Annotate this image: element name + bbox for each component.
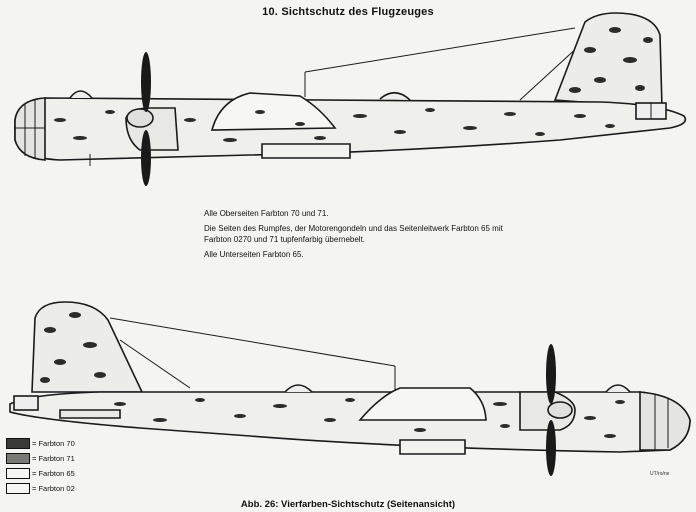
aircraft-side-view-bottom [10, 302, 690, 476]
legend-item [6, 466, 75, 481]
description-line: Alle Unterseiten Farbton 65. [204, 250, 304, 259]
description-line: Alle Oberseiten Farbton 70 und 71. [204, 209, 329, 218]
legend-label: = Farbton 65 [32, 469, 75, 478]
legend-item [6, 436, 75, 451]
figure-caption: Abb. 26: Vierfarben-Sichtschutz (Seitenansicht) [240, 499, 456, 510]
legend-swatch [6, 453, 30, 464]
description-line: Die Seiten des Rumpfes, der Motorengondeln und das Seitenleitwerk Farbton 65 mit Farbton 0270 und 71 tupfenfarbig übernebelt. [204, 224, 503, 244]
color-legend [6, 436, 75, 496]
legend-label: = Farbton 70 [32, 439, 75, 448]
legend-swatch [6, 468, 30, 479]
legend-swatch [6, 483, 30, 494]
drawing-credit: UT/ro/ne [650, 471, 670, 477]
page-title: 10. Sichtschutz des Flugzeuges [262, 6, 434, 18]
camouflage-description [204, 208, 504, 264]
aircraft-side-view-top [15, 13, 685, 186]
legend-item [6, 451, 75, 466]
legend-item [6, 481, 75, 496]
legend-label: = Farbton 02 [32, 484, 75, 493]
legend-label: = Farbton 71 [32, 454, 75, 463]
legend-swatch [6, 438, 30, 449]
